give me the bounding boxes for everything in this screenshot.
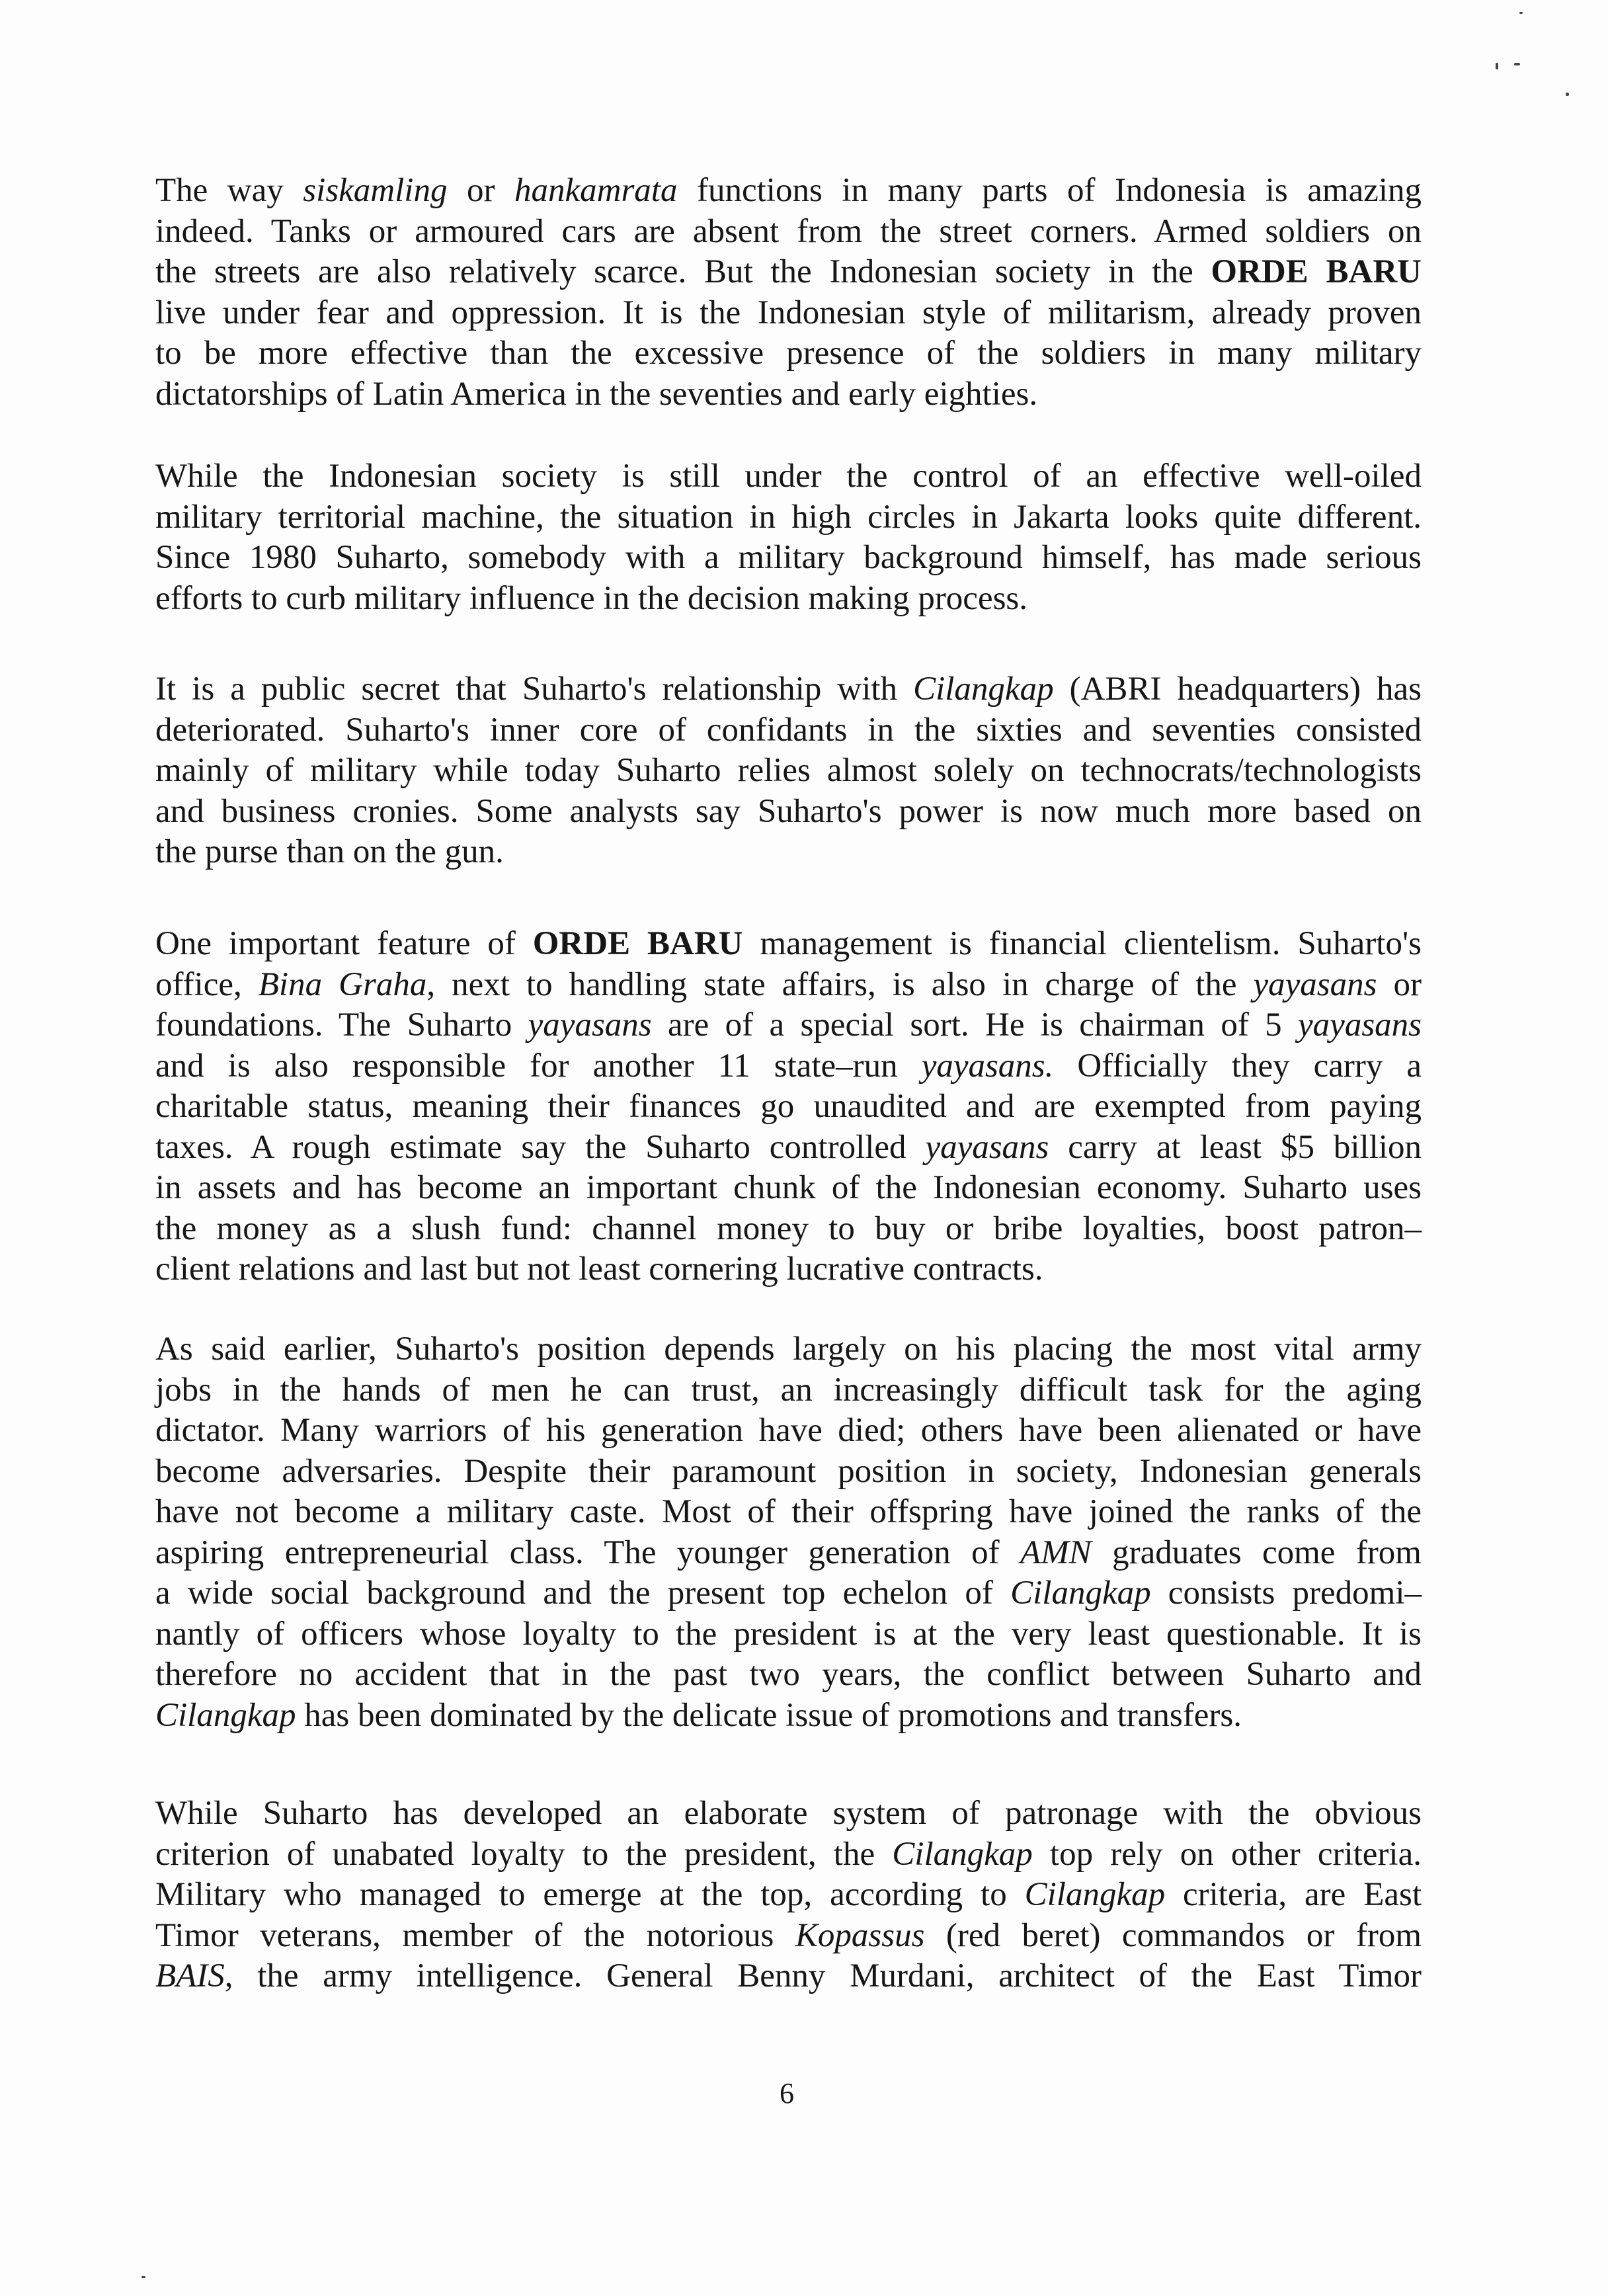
text-run: has been dominated by the delicate issue of promotions and transfers.: [296, 1696, 1242, 1734]
italic-text: yayasans: [1253, 965, 1377, 1003]
text-line: [155, 456, 1422, 497]
text-run: carry at least $5 billion: [1049, 1128, 1422, 1166]
text-run: Since 1980 Suharto, somebody with a military background himself, has made serious: [155, 539, 1422, 576]
paragraph-5: [155, 1329, 1422, 1736]
text-run: jobs in the hands of men he can trust, an increasingly difficult task for the aging: [155, 1371, 1422, 1409]
text-line: [155, 924, 1422, 965]
text-line: [155, 1370, 1422, 1411]
text-line: [155, 497, 1422, 538]
text-run: top rely on other criteria.: [1032, 1835, 1422, 1873]
text-run: One important feature of: [155, 925, 533, 962]
paragraph-4: [155, 924, 1422, 1290]
italic-text: AMN: [1020, 1534, 1092, 1571]
text-run: mainly of military while today Suharto relies almost solely on technocrats/technologists: [155, 752, 1422, 789]
text-line: [155, 1128, 1422, 1168]
text-line: [155, 374, 1422, 415]
text-line: [155, 538, 1422, 579]
text-run: military territorial machine, the situation in high circles in Jakarta looks quite different.: [155, 498, 1422, 536]
italic-text: siskamling: [303, 172, 448, 209]
paragraph-1: [155, 171, 1422, 415]
text-line: [155, 252, 1422, 293]
text-run: are of a special sort. He is chairman of 5: [651, 1006, 1299, 1044]
text-line: [155, 1249, 1422, 1290]
italic-text: Cilangkap: [1024, 1876, 1166, 1913]
italic-text: Cilangkap: [155, 1696, 296, 1734]
text-line: [155, 171, 1422, 212]
text-line: [155, 1696, 1422, 1737]
text-line: [155, 1046, 1422, 1087]
text-run: dictatorships of Latin America in the seventies and early eighties.: [155, 375, 1038, 413]
text-run: have not become a military caste. Most of their offspring have joined the ranks of the: [155, 1493, 1422, 1530]
text-run: While the Indonesian society is still under the control of an effective well-oiled: [155, 458, 1422, 495]
text-run: in assets and has become an important chunk of the Indonesian economy. Suharto uses: [155, 1169, 1422, 1206]
text-run: foundations. The Suharto: [155, 1006, 528, 1044]
text-line: [155, 1655, 1422, 1696]
text-line: [155, 293, 1422, 334]
text-run: office,: [155, 965, 259, 1003]
italic-text: Bina Graha: [258, 965, 427, 1003]
text-run: As said earlier, Suharto's position depends largely on his placing the most vital army: [155, 1331, 1422, 1368]
text-line: [155, 1329, 1422, 1370]
text-line: [155, 1793, 1422, 1834]
text-run: taxes. A rough estimate say the Suharto controlled: [155, 1128, 926, 1166]
text-run: While Suharto has developed an elaborate system of patronage with the obvious: [155, 1795, 1422, 1832]
italic-text: Kopassus: [795, 1916, 925, 1954]
italic-text: Cilangkap: [892, 1835, 1033, 1873]
italic-text: yayasans.: [921, 1047, 1054, 1085]
text-line: [155, 1956, 1422, 1997]
text-run: Timor veterans, member of the notorious: [155, 1916, 795, 1954]
italic-text: BAIS: [155, 1957, 225, 1994]
text-run: Military who managed to emerge at the top, according to: [155, 1876, 1025, 1913]
page-number: 6: [780, 2077, 794, 2110]
text-run: aspiring entrepreneurial class. The younger generation of: [155, 1534, 1021, 1571]
text-line: [155, 1916, 1422, 1957]
text-run: to be more effective than the excessive presence of the soldiers in many military: [155, 335, 1422, 372]
text-line: [155, 1492, 1422, 1533]
text-run: deteriorated. Suharto's inner core of confidants in the sixties and seventies consisted: [155, 711, 1422, 749]
text-run: therefore no accident that in the past two years, the conflict between Suharto and: [155, 1656, 1422, 1693]
text-run: live under fear and oppression. It is the Indonesian style of militarism, already proven: [155, 294, 1422, 331]
text-run: Officially they carry a: [1053, 1047, 1422, 1085]
text-run: management is financial clientelism. Suharto's: [743, 925, 1422, 962]
text-line: [155, 1005, 1422, 1046]
italic-text: Cilangkap: [1010, 1575, 1151, 1612]
text-line: [155, 1168, 1422, 1209]
text-line: [155, 1411, 1422, 1452]
text-line: [155, 669, 1422, 710]
text-line: [155, 832, 1422, 873]
bold-text: ORDE BARU: [532, 925, 743, 962]
text-run: charitable status, meaning their finances go unaudited and are exempted from paying: [155, 1088, 1422, 1125]
text-run: (ABRI headquarters) has: [1053, 671, 1422, 708]
text-line: [155, 710, 1422, 751]
text-run: , next to handling state affairs, is also in charge of the: [426, 965, 1254, 1003]
italic-text: hankamrata: [514, 172, 678, 209]
text-run: the money as a slush fund: channel money to buy or bribe loyalties, boost patron–: [155, 1210, 1422, 1247]
text-line: [155, 1614, 1422, 1655]
text-run: criterion of unabated loyalty to the president, the: [155, 1835, 893, 1873]
text-run: client relations and last but not least cornering lucrative contracts.: [155, 1250, 1043, 1288]
text-line: [155, 792, 1422, 833]
text-line: [155, 333, 1422, 374]
italic-text: yayasans: [925, 1128, 1049, 1166]
text-run: The way: [155, 172, 303, 209]
scan-speck: [1514, 63, 1520, 65]
text-line: [155, 579, 1422, 620]
text-run: nantly of officers whose loyalty to the president is at the very least questionable. It is: [155, 1615, 1422, 1653]
text-run: or: [1377, 965, 1422, 1003]
text-line: [155, 1834, 1422, 1875]
scan-speck: [1519, 12, 1523, 14]
text-line: [155, 212, 1422, 253]
text-run: become adversaries. Despite their paramount position in society, Indonesian generals: [155, 1452, 1422, 1490]
text-line: [155, 1209, 1422, 1250]
text-run: functions in many parts of Indonesia is amazing: [677, 172, 1422, 209]
bold-text: ORDE BARU: [1211, 253, 1422, 290]
scan-speck: [1496, 63, 1498, 69]
text-run: and is also responsible for another 11 state–run: [155, 1047, 922, 1085]
text-line: [155, 1452, 1422, 1493]
text-run: , the army intelligence. General Benny Murdani, architect of the East Timor: [224, 1957, 1422, 1994]
italic-text: Cilangkap: [913, 671, 1054, 708]
text-run: (red beret) commandos or from: [924, 1916, 1422, 1954]
italic-text: yayasans: [528, 1006, 652, 1044]
text-run: criteria, are East: [1165, 1876, 1422, 1913]
italic-text: yayasans: [1298, 1006, 1422, 1044]
text-line: [155, 751, 1422, 792]
paragraph-6: [155, 1793, 1422, 1997]
text-line: [155, 1086, 1422, 1128]
text-run: efforts to curb military influence in the decision making process.: [155, 579, 1028, 617]
scan-speck: [1566, 93, 1569, 96]
text-run: indeed. Tanks or armoured cars are absent from the street corners. Armed soldiers on: [155, 212, 1422, 250]
text-run: a wide social background and the present top echelon of: [155, 1575, 1011, 1612]
text-run: consists predomi–: [1150, 1575, 1422, 1612]
paragraph-2: [155, 456, 1422, 619]
text-line: [155, 965, 1422, 1006]
text-run: the streets are also relatively scarce. But the Indonesian society in the: [155, 253, 1211, 290]
text-line: [155, 1875, 1422, 1916]
text-run: or: [447, 172, 514, 209]
text-run: dictator. Many warriors of his generation have died; others have been alienated or have: [155, 1412, 1422, 1449]
scan-speck: [141, 2276, 145, 2278]
text-line: [155, 1573, 1422, 1614]
paragraph-3: [155, 669, 1422, 873]
text-run: the purse than on the gun.: [155, 833, 504, 870]
text-run: It is a public secret that Suharto's relationship with: [155, 671, 914, 708]
text-run: graduates come from: [1091, 1534, 1422, 1571]
text-line: [155, 1533, 1422, 1574]
text-run: and business cronies. Some analysts say Suharto's power is now much more based on: [155, 792, 1422, 830]
